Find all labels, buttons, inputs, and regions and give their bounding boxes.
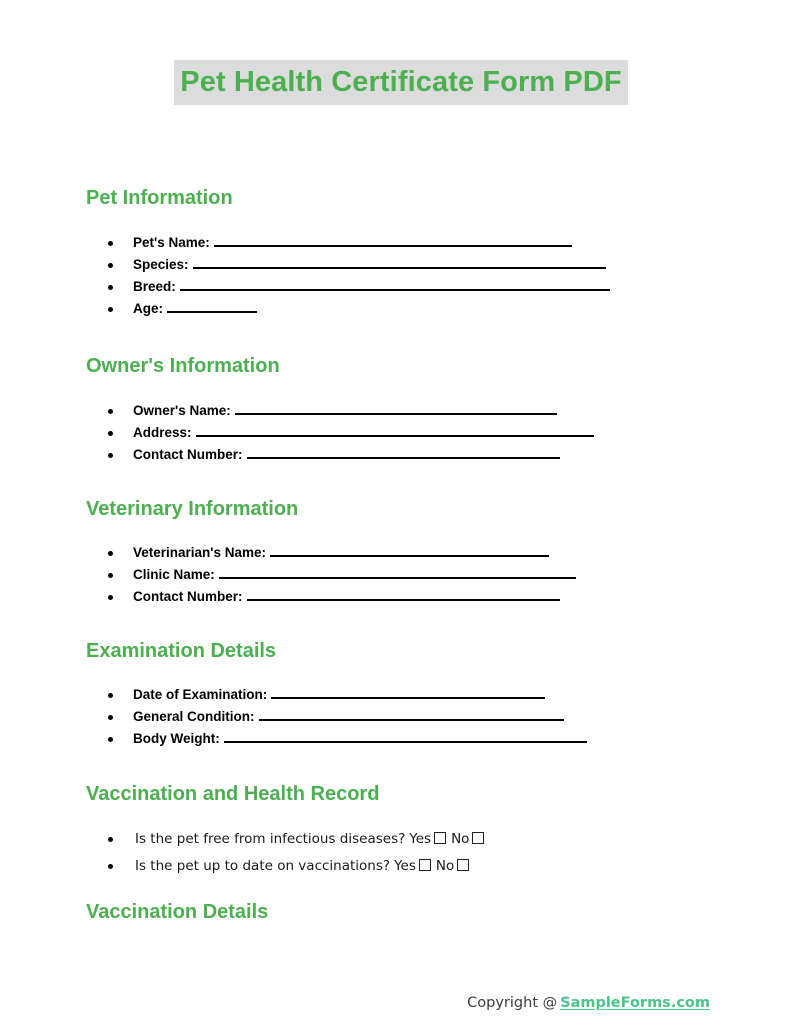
section-heading-vaccination-and-health-record: Vaccination and Health Record	[86, 783, 380, 805]
page-title: Pet Health Certificate Form PDF	[174, 60, 627, 105]
fill-in-blank-line[interactable]	[193, 254, 606, 269]
field-label: Address:	[133, 425, 192, 440]
bullet-icon	[108, 307, 113, 312]
field-label: Breed:	[133, 279, 176, 294]
fill-in-blank-line[interactable]	[224, 728, 587, 743]
fill-in-blank-line[interactable]	[270, 542, 549, 557]
bullet-icon	[108, 595, 113, 600]
bullet-icon	[108, 737, 113, 742]
bullet-icon	[108, 241, 113, 246]
fill-in-blank-line[interactable]	[247, 586, 560, 601]
field-list-pet-information	[108, 232, 610, 320]
form-field-row	[108, 422, 594, 444]
question-list-vaccination	[108, 826, 485, 880]
form-field-row	[108, 298, 610, 320]
field-label: Owner's Name:	[133, 403, 231, 418]
form-field-row	[108, 728, 587, 750]
bullet-icon	[108, 263, 113, 268]
checkbox-no[interactable]	[457, 859, 469, 871]
copyright-text: Copyright @	[467, 995, 558, 1011]
question-text: Is the pet up to date on vaccinations?	[135, 858, 391, 874]
field-list-examination-details	[108, 684, 587, 750]
form-field-row	[108, 400, 594, 422]
form-field-row	[108, 542, 576, 564]
checkbox-yes[interactable]	[419, 859, 431, 871]
no-label: No	[435, 858, 455, 874]
section-heading-vaccination-details: Vaccination Details	[86, 901, 269, 923]
bullet-icon	[108, 693, 113, 698]
form-field-row	[108, 586, 576, 608]
question-text: Is the pet free from infectious diseases?	[135, 831, 406, 847]
field-label: Pet's Name:	[133, 235, 210, 250]
bullet-icon	[108, 285, 113, 290]
question-row	[108, 826, 485, 853]
checkbox-no[interactable]	[472, 832, 484, 844]
bullet-icon	[108, 837, 113, 842]
bullet-icon	[108, 409, 113, 414]
bullet-icon	[108, 864, 113, 869]
bullet-icon	[108, 453, 113, 458]
yes-label: Yes	[394, 858, 416, 874]
fill-in-blank-line[interactable]	[235, 400, 557, 415]
form-field-row	[108, 684, 587, 706]
fill-in-blank-line[interactable]	[214, 232, 572, 247]
fill-in-blank-line[interactable]	[259, 706, 564, 721]
fill-in-blank-line[interactable]	[219, 564, 576, 579]
form-field-row	[108, 444, 594, 466]
bullet-icon	[108, 573, 113, 578]
form-field-row	[108, 706, 587, 728]
fill-in-blank-line[interactable]	[247, 444, 560, 459]
field-label: General Condition:	[133, 709, 255, 724]
field-label: Clinic Name:	[133, 567, 215, 582]
yes-label: Yes	[409, 831, 432, 847]
field-label: Veterinarian's Name:	[133, 545, 267, 560]
footer	[467, 993, 710, 1013]
section-heading-veterinary-information: Veterinary Information	[86, 498, 299, 520]
sampleforms-link[interactable]: SampleForms.com	[560, 995, 710, 1011]
section-heading-examination-details: Examination Details	[86, 640, 277, 662]
section-heading-pet-information: Pet Information	[86, 187, 233, 209]
fill-in-blank-line[interactable]	[196, 422, 594, 437]
form-field-row	[108, 232, 610, 254]
field-label: Contact Number:	[133, 447, 243, 462]
section-heading-owners-information: Owner's Information	[86, 355, 280, 377]
fill-in-blank-line[interactable]	[271, 684, 545, 699]
question-row	[108, 853, 485, 880]
fill-in-blank-line[interactable]	[180, 276, 610, 291]
bullet-icon	[108, 715, 113, 720]
form-field-row	[108, 254, 610, 276]
fill-in-blank-line[interactable]	[167, 298, 257, 313]
checkbox-yes[interactable]	[434, 832, 446, 844]
field-label: Contact Number:	[133, 589, 243, 604]
field-label: Species:	[133, 257, 189, 272]
field-label: Date of Examination:	[133, 687, 268, 702]
form-field-row	[108, 564, 576, 586]
document-title-container	[0, 60, 802, 105]
no-label: No	[451, 831, 470, 847]
field-label: Age:	[133, 301, 163, 316]
field-label: Body Weight:	[133, 731, 220, 746]
field-list-veterinary-information	[108, 542, 576, 608]
bullet-icon	[108, 431, 113, 436]
form-field-row	[108, 276, 610, 298]
bullet-icon	[108, 551, 113, 556]
field-list-owners-information	[108, 400, 594, 466]
